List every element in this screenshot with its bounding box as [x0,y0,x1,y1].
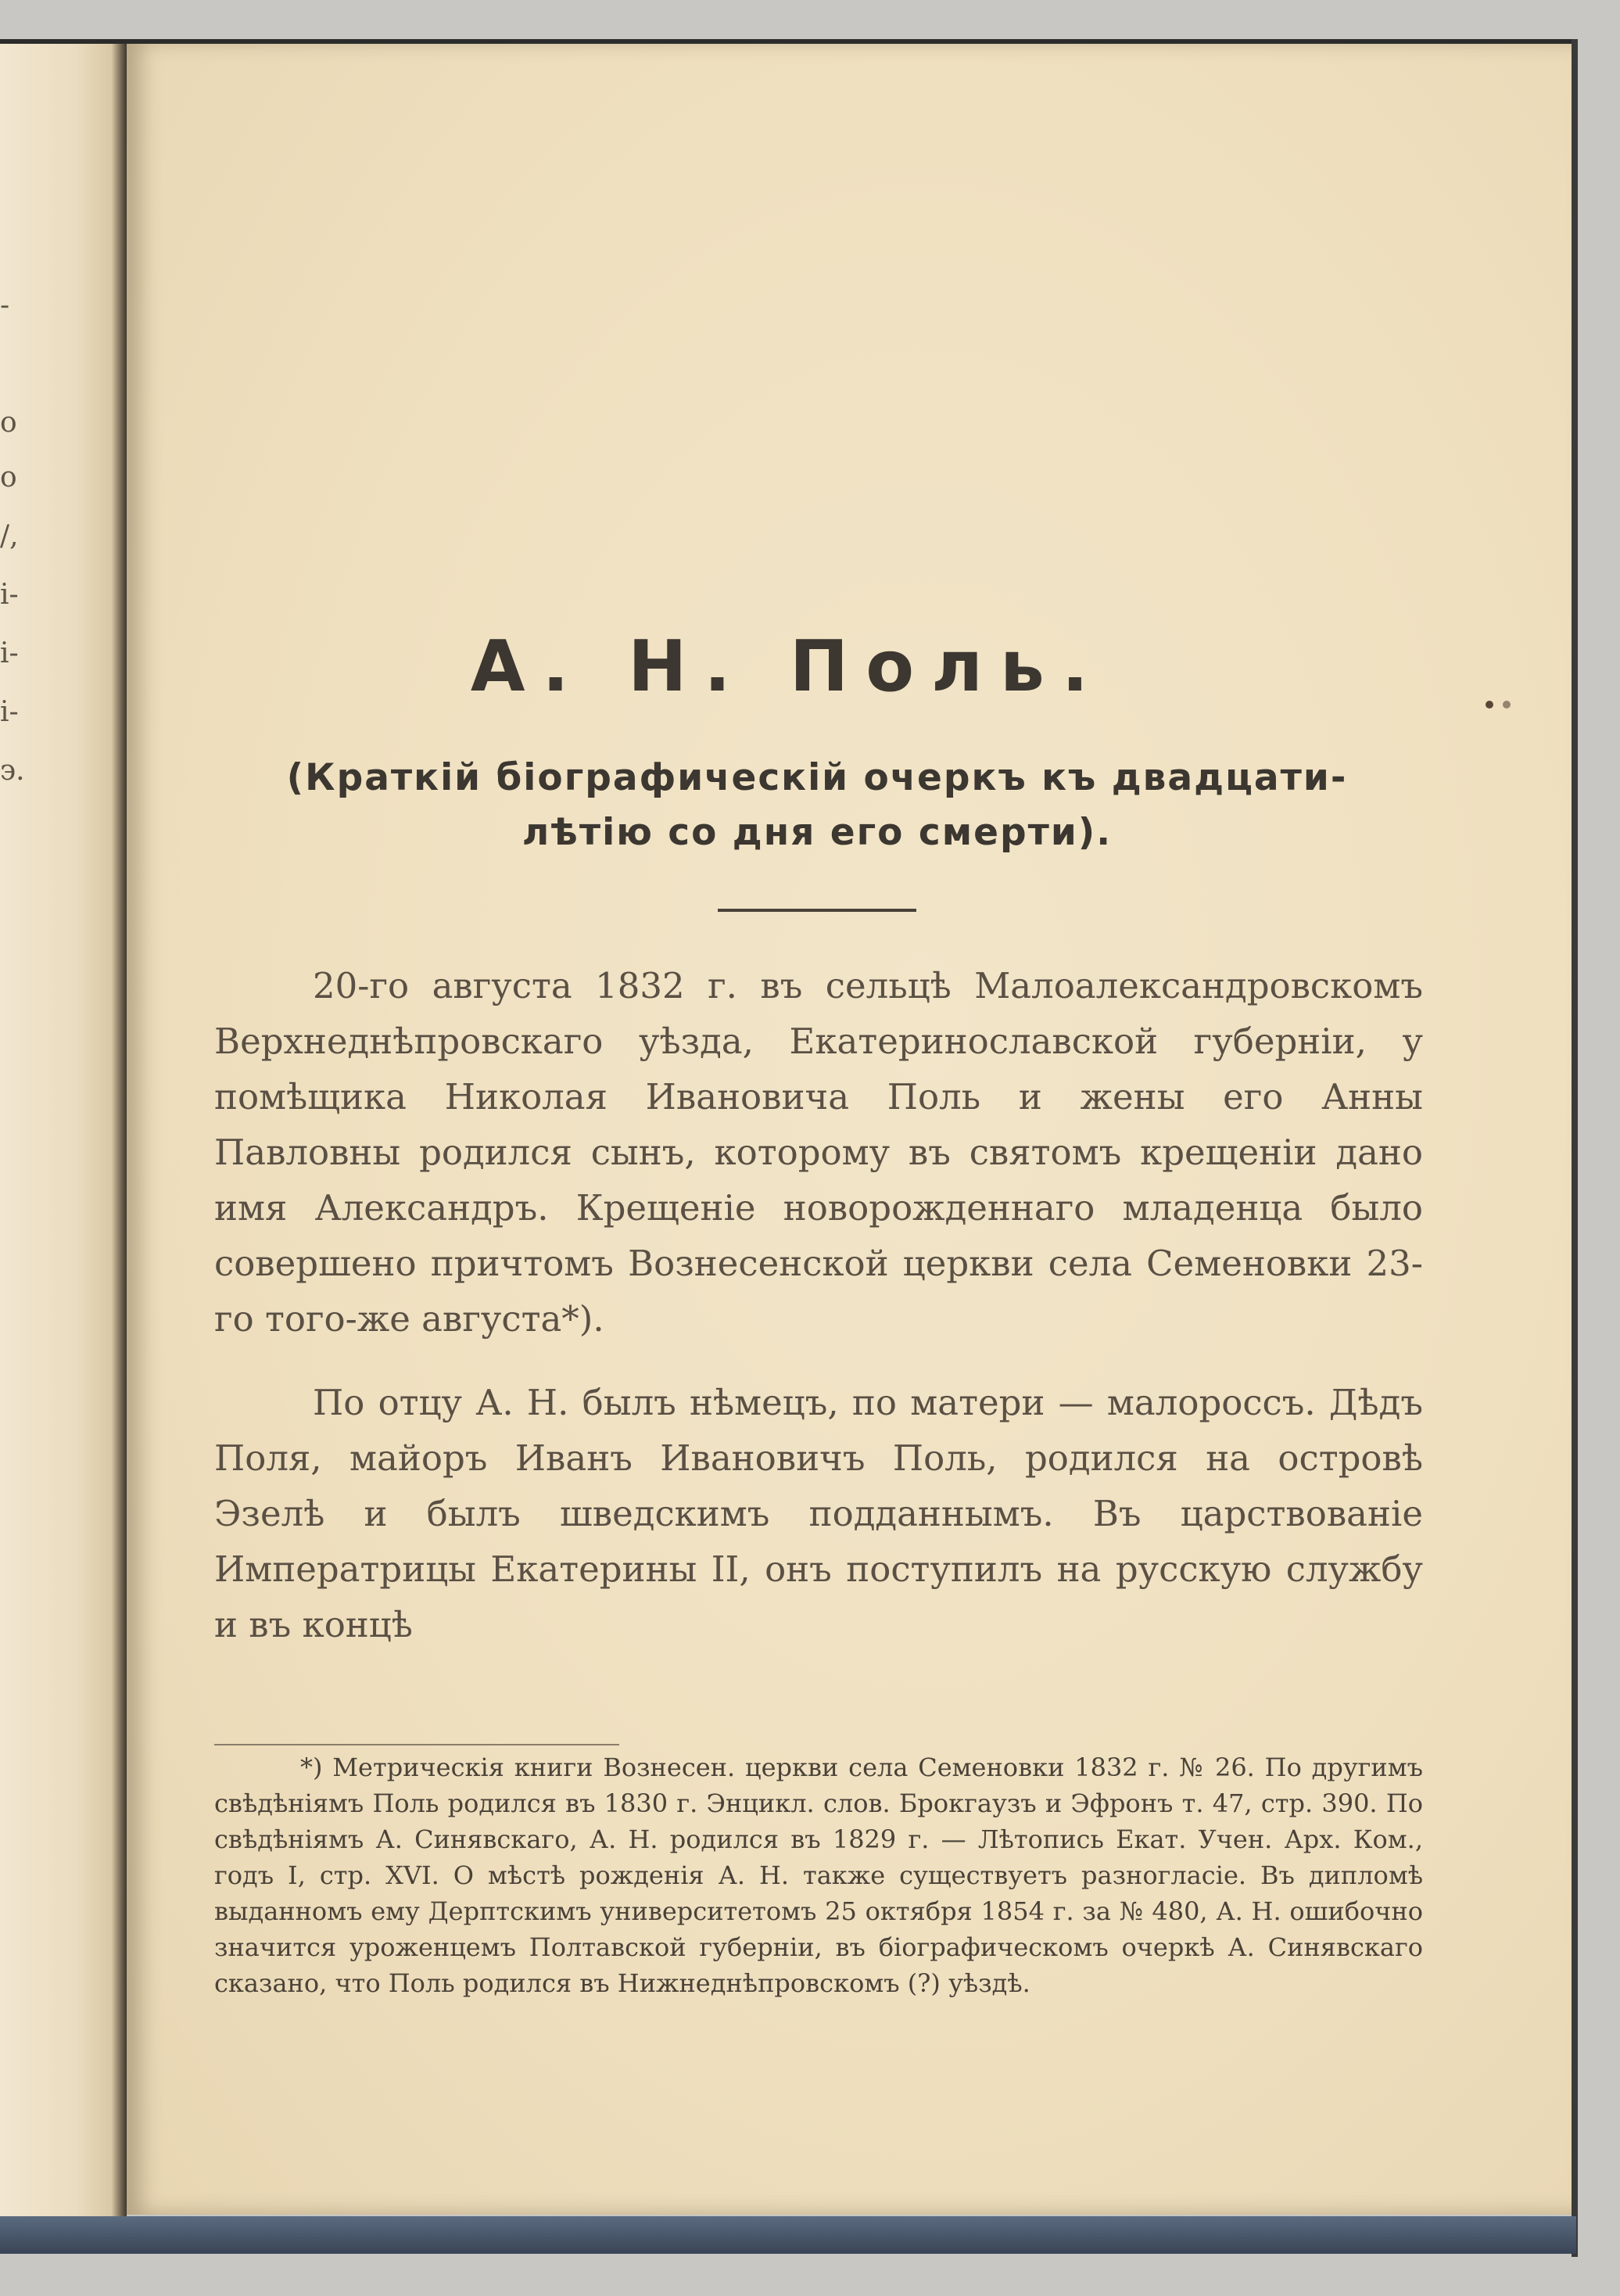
paragraph-2: По отцу А. Н. былъ нѣмецъ, по матери — малороссъ. Дѣдъ Поля, майоръ Иванъ Ивановичъ Поль, родился на островѣ Эзелѣ и былъ шведскимъ подданнымъ. Въ царствованіе Императрицы Екатерины II, онъ поступилъ на русскую службу и въ концѣ [214,1382,1423,1645]
margin-fragment: o [0,407,17,439]
margin-fragment: o [0,461,17,493]
scan-right-border [1572,39,1578,2257]
facing-page-edge [0,39,127,2252]
margin-fragment: i- [0,579,19,611]
title-divider [718,909,916,912]
body-text [214,958,1423,1681]
footnote-divider [214,1744,619,1745]
footnote: *) Метрическія книги Вознесен. церкви села Семеновки 1832 г. № 26. По другимъ свѣдѣніямъ Поль родился въ 1830 г. Энцикл. слов. Брокгаузъ и Эфронъ т. 47, стр. 390. По свѣдѣніямъ А. Синявскаго, А. Н. родился въ 1829 г. — Лѣтопись Екат. Учен. Арх. Ком., годъ I, стр. XVI. О мѣстѣ рожденія А. Н. также существуетъ разногласіе. Въ дипломѣ выданномъ ему Дерптскимъ университетомъ 25 октября 1854 г. за № 480, А. Н. ошибочно значится уроженцемъ Полтавской губерніи, въ біографическомъ очеркѣ А. Синявскаго сказано, что Поль родился въ Нижнеднѣпровскомъ (?) уѣздѣ. [214,1752,1423,1998]
book-cover-edge [0,2216,1576,2254]
page-subtitle [188,751,1446,860]
margin-fragment: i- [0,637,19,669]
page-title: А. Н. Поль. [470,626,1106,708]
margin-fragment: - [0,289,10,321]
margin-fragment: э. [0,755,25,787]
margin-fragment: /, [0,520,19,552]
subtitle-line-1: (Краткій біографическій очеркъ къ двадцати- [286,756,1348,799]
margin-fragment: i- [0,696,19,728]
subtitle-line-2: лѣтію со дня его смерти). [521,811,1113,854]
scan-top-border [0,39,1576,44]
paragraph-1: 20-го августа 1832 г. въ сельцѣ Малоалександровскомъ Верхнеднѣпровскаго уѣзда, Екатеринославской губерніи, у помѣщика Николая Ивановича Поль и жены его Анны Павловны родился сынъ, которому въ святомъ крещеніи дано имя Александръ. Крещеніе новорожденнаго младенца было совершено причтомъ Вознесенской церкви села Семеновки 23-го того-же августа*). [214,965,1423,1340]
